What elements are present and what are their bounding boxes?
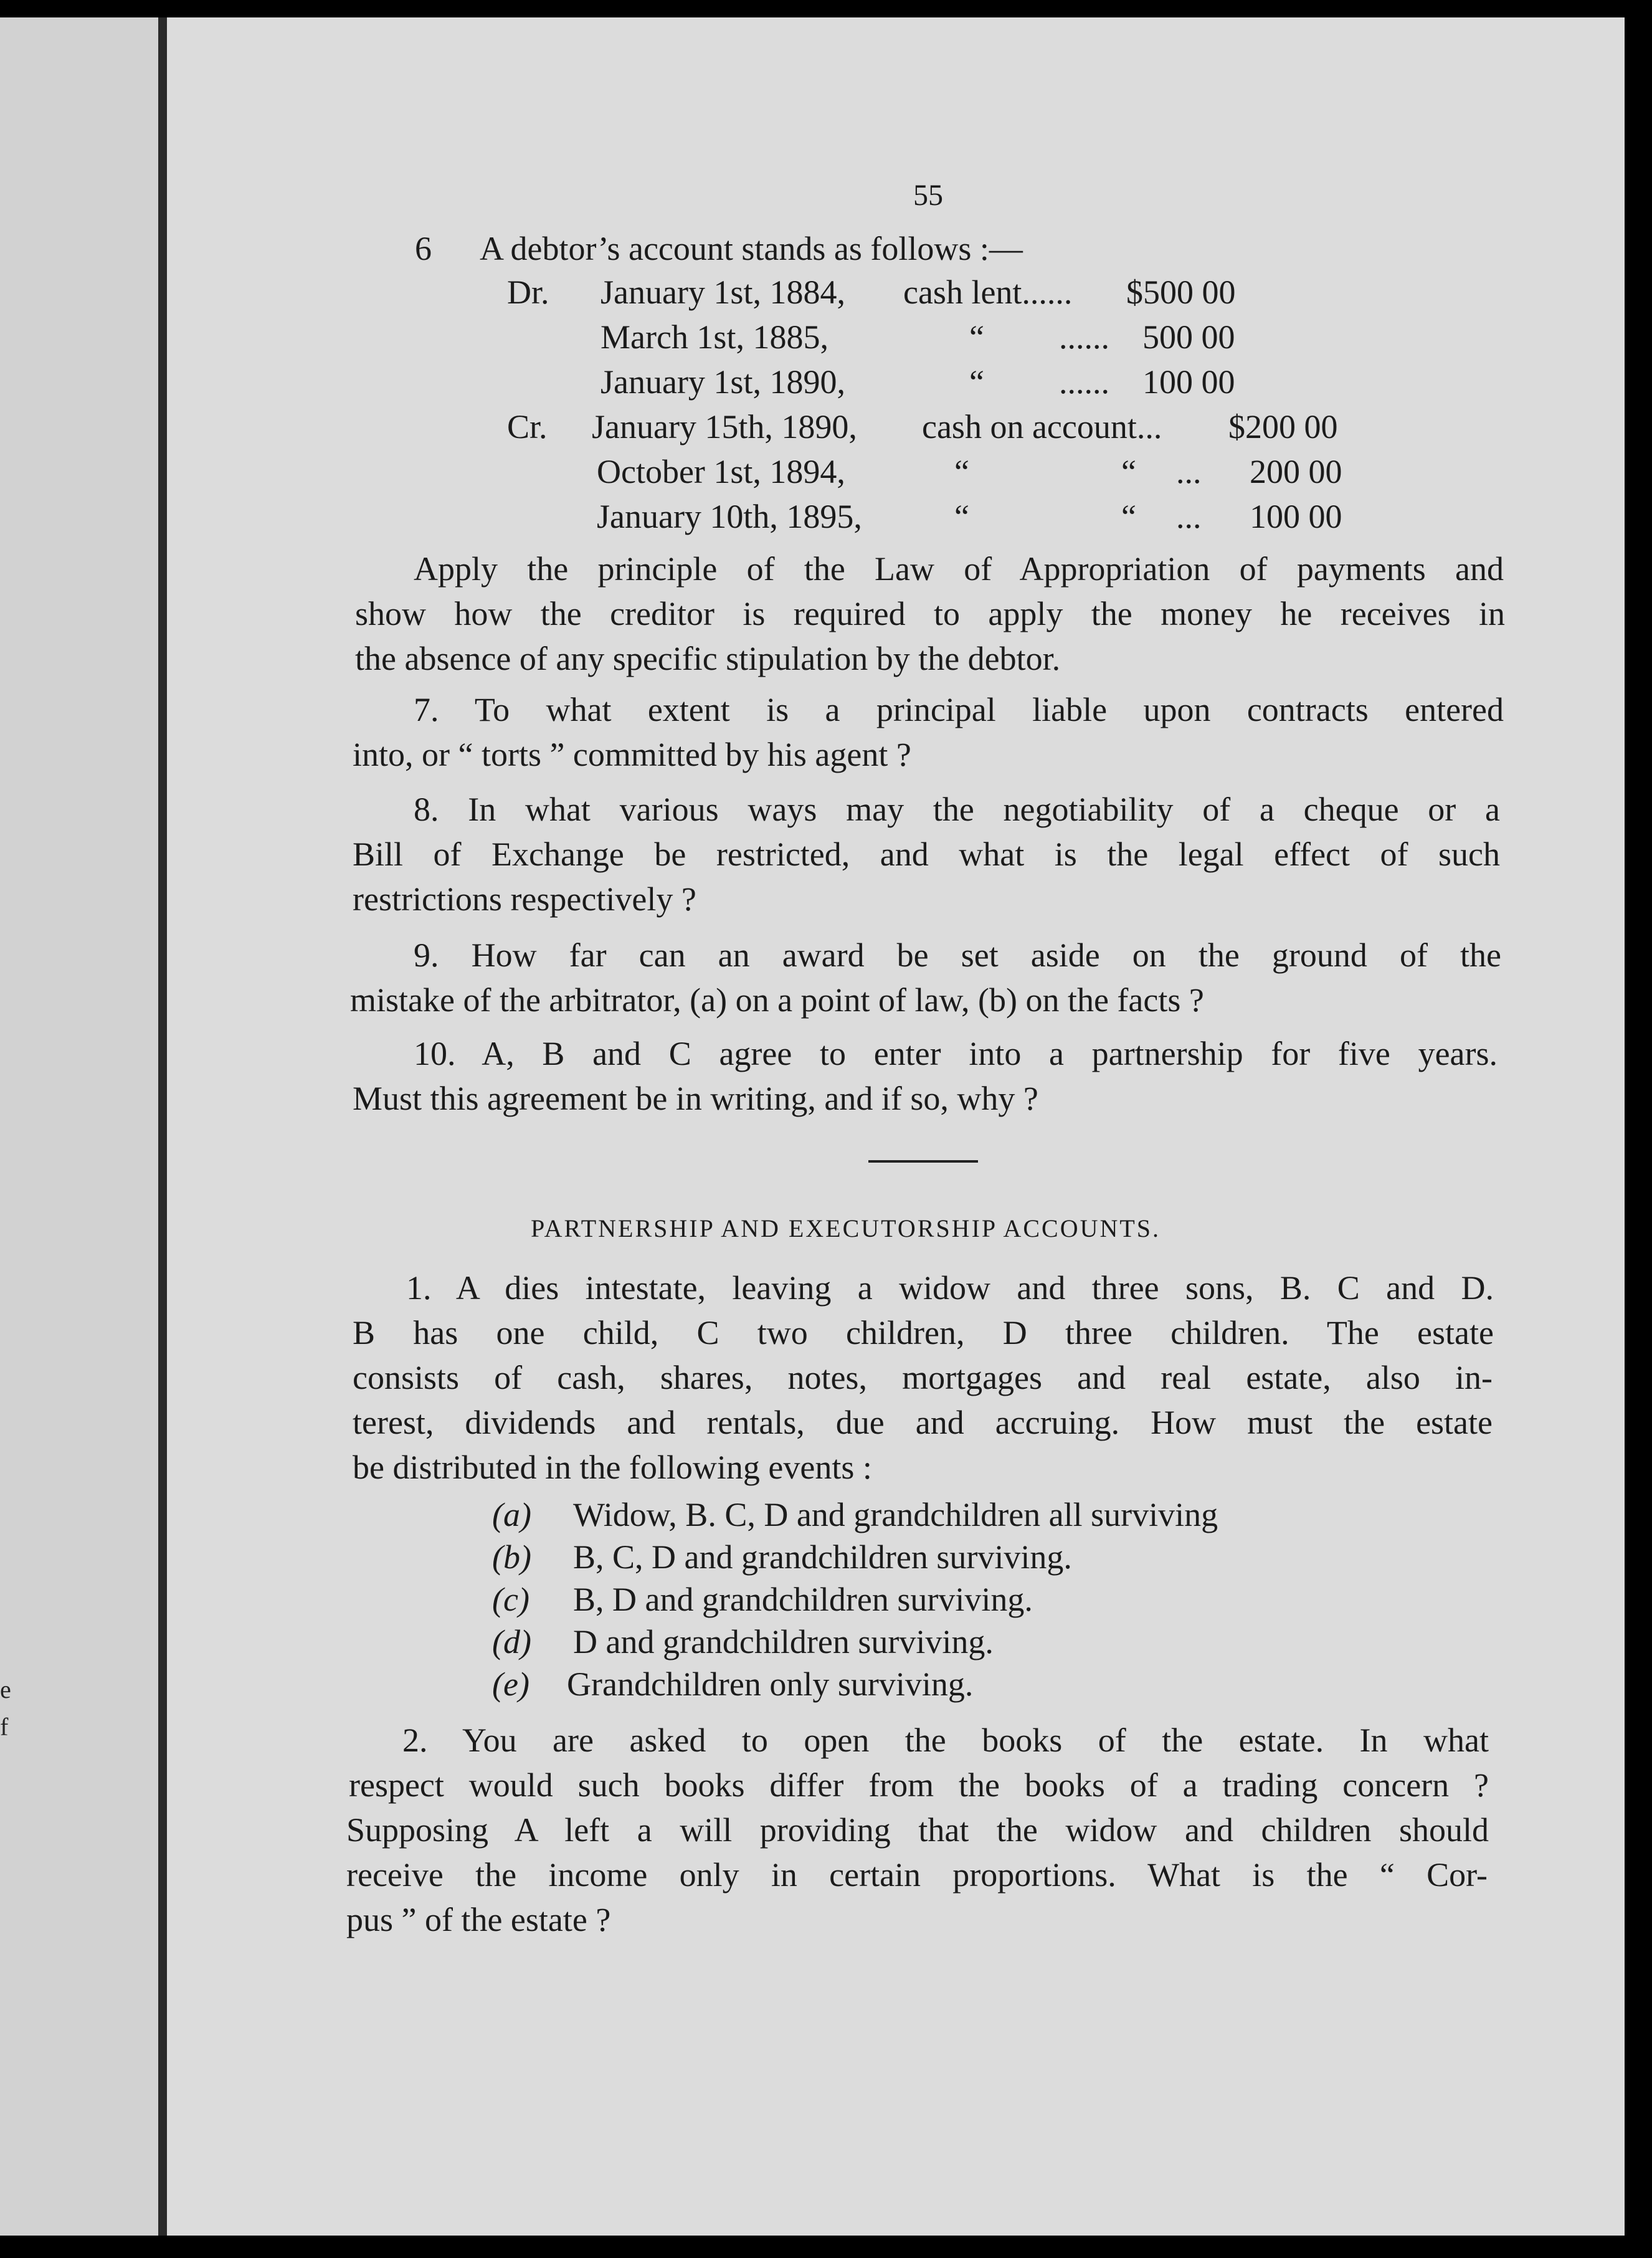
s1-line: consists of cash, shares, notes, mortgages and real estate, also in- bbox=[353, 1359, 1493, 1396]
s1-line: be distributed in the following events : bbox=[353, 1449, 872, 1486]
section-heading: PARTNERSHIP AND EXECUTORSHIP ACCOUNTS. bbox=[531, 1214, 1161, 1242]
cr-label: Cr. bbox=[507, 408, 548, 445]
cr-entry-amount: 200 00 bbox=[1250, 453, 1342, 490]
q8-line: Bill of Exchange be restricted, and what is the legal effect of such bbox=[353, 836, 1500, 873]
q8-line: 8. In what various ways may the negotiability of a cheque or a bbox=[414, 791, 1500, 828]
cr-entry-date: October 1st, 1894, bbox=[597, 453, 845, 490]
leader-dots: ... bbox=[1176, 453, 1202, 490]
dr-entry-amount: $500 00 bbox=[1126, 274, 1236, 311]
event-label: (e) bbox=[492, 1665, 529, 1703]
leader-dots: ...... bbox=[1059, 363, 1109, 401]
dr-entry-amount: 500 00 bbox=[1142, 318, 1235, 356]
book-spine-margin bbox=[0, 17, 167, 2236]
event-text: D and grandchildren surviving. bbox=[573, 1623, 994, 1660]
q9-line: 9. How far can an award be set aside on the ground of the bbox=[414, 936, 1501, 974]
q7-line: into, or “ torts ” committed by his agent ? bbox=[353, 736, 911, 773]
ditto-mark: “ bbox=[1121, 498, 1136, 535]
dr-entry-amount: 100 00 bbox=[1142, 363, 1235, 401]
event-label: (a) bbox=[492, 1496, 531, 1533]
leader-dots: ... bbox=[1176, 498, 1202, 535]
event-text: B, D and grandchildren surviving. bbox=[573, 1581, 1033, 1618]
s1-line: B has one child, C two children, D three children. The estate bbox=[353, 1314, 1494, 1351]
leader-dots: ...... bbox=[1059, 318, 1109, 356]
page-number: 55 bbox=[913, 179, 943, 212]
s1-line: terest, dividends and rentals, due and accruing. How must the estate bbox=[353, 1404, 1493, 1441]
margin-fragment: e bbox=[0, 1675, 11, 1703]
cr-entry-date: January 15th, 1890, bbox=[592, 408, 857, 445]
dr-entry-date: January 1st, 1890, bbox=[601, 363, 845, 401]
event-text: B, C, D and grandchildren surviving. bbox=[573, 1538, 1072, 1576]
q6-body-line: show how the creditor is required to apply the money he receives in bbox=[355, 595, 1505, 632]
event-text: Grandchildren only surviving. bbox=[567, 1665, 974, 1703]
margin-fragment: f bbox=[0, 1713, 9, 1741]
ditto-mark: “ bbox=[969, 363, 984, 401]
event-label: (d) bbox=[492, 1623, 531, 1660]
ditto-mark: “ bbox=[969, 318, 984, 356]
dr-entry-date: March 1st, 1885, bbox=[601, 318, 828, 356]
q6-intro: A debtor’s account stands as follows :— bbox=[480, 230, 1023, 267]
q8-line: restrictions respectively ? bbox=[353, 880, 696, 918]
cr-entry-desc: cash on account... bbox=[922, 408, 1162, 445]
event-label: (b) bbox=[492, 1538, 531, 1576]
s2-line: Supposing A left a will providing that the widow and children should bbox=[346, 1811, 1489, 1849]
q6-number: 6 bbox=[415, 230, 432, 267]
s2-line: 2. You are asked to open the books of the estate. In what bbox=[402, 1722, 1489, 1759]
q10-line: Must this agreement be in writing, and if so, why ? bbox=[353, 1080, 1038, 1117]
q10-line: 10. A, B and C agree to enter into a partnership for five years. bbox=[414, 1035, 1498, 1072]
ditto-mark: “ bbox=[954, 453, 969, 490]
event-label: (c) bbox=[492, 1581, 529, 1618]
cr-entry-amount: $200 00 bbox=[1228, 408, 1338, 445]
s1-line: 1. A dies intestate, leaving a widow and three sons, B. C and D. bbox=[406, 1269, 1494, 1307]
cr-entry-amount: 100 00 bbox=[1250, 498, 1342, 535]
q6-body-line: Apply the principle of the Law of Appropriation of payments and bbox=[414, 550, 1504, 588]
q7-line: 7. To what extent is a principal liable upon contracts entered bbox=[414, 691, 1504, 728]
s2-line: pus ” of the estate ? bbox=[346, 1901, 611, 1938]
event-text: Widow, B. C, D and grandchildren all surviving bbox=[573, 1496, 1218, 1533]
dr-entry-desc: cash lent...... bbox=[903, 274, 1073, 311]
s2-line: receive the income only in certain proportions. What is the “ Cor- bbox=[346, 1856, 1488, 1894]
q6-body-line: the absence of any specific stipulation by the debtor. bbox=[355, 640, 1061, 677]
q9-line: mistake of the arbitrator, (a) on a point of law, (b) on the facts ? bbox=[350, 981, 1204, 1019]
ditto-mark: “ bbox=[954, 498, 969, 535]
ditto-mark: “ bbox=[1121, 453, 1136, 490]
dr-label: Dr. bbox=[507, 274, 549, 311]
cr-entry-date: January 10th, 1895, bbox=[597, 498, 862, 535]
section-divider bbox=[868, 1160, 978, 1163]
s2-line: respect would such books differ from the books of a trading concern ? bbox=[349, 1766, 1489, 1804]
dr-entry-date: January 1st, 1884, bbox=[601, 274, 845, 311]
